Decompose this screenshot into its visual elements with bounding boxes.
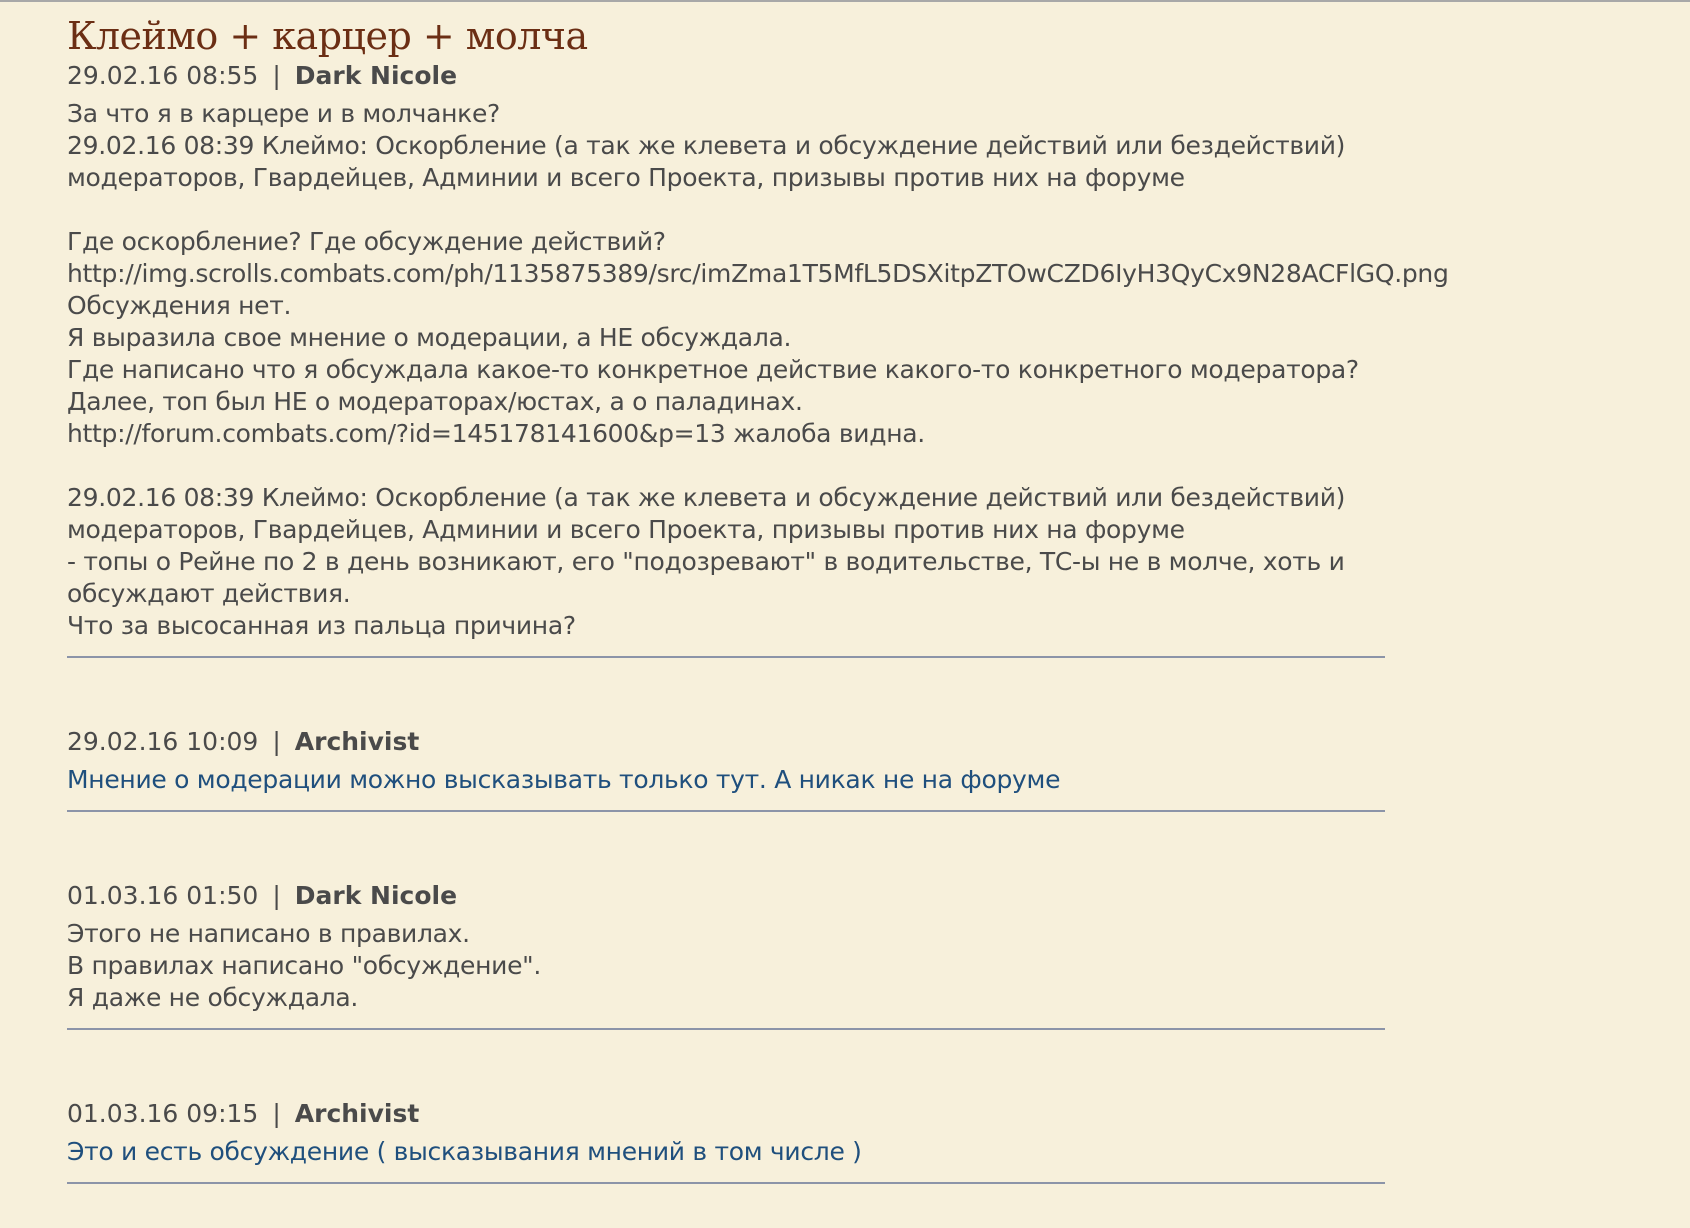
post-date: 29.02.16 08:55 [67,61,259,90]
post [67,1098,1385,1184]
thread-title: Клеймо + карцер + молча [67,14,588,58]
post-author[interactable]: Archivist [294,727,420,756]
post-date: 29.02.16 10:09 [67,727,259,756]
post [67,880,1385,1030]
post-body: За что я в карцере и в молчанке? 29.02.16 08:39 Клеймо: Оскорбление (а так же клевета и обсуждение действий или бездействий) модераторов, Гвардейцев, Админии и всего Проекта, призывы против них на форуме Где оскорбление? Где обсуждение действий? http://img.scrolls.combats.com/ph/1135875389/src/imZma1T5MfL5DSXitpZTOwCZD6IyH3QyCx9N28ACFlGQ.png Обсуждения нет. Я выразила свое мнение о модерации, а НЕ обсуждала. Где написано что я обсуждала какое-то конкретное действие какого-то конкретного модератора? Далее, топ был НЕ о модераторах/юстах, а о паладинах. http://forum.combats.com/?id=145178141600&p=13 жалоба видна. 29.02.16 08:39 Клеймо: Оскорбление (а так же клевета и обсуждение действий или бездействий) модераторов, Гвардейцев, Админии и всего Проекта, призывы против них на форуме - топы о Рейне по 2 в день возникают, его "подозревают" в водительстве, ТС-ы не в молче, хоть и обсуждают действия. Что за высосанная из пальца причина? [67,99,1449,640]
post-spacer [67,812,1385,880]
post-date: 01.03.16 01:50 [67,881,259,910]
thread-container [67,12,1449,1184]
post-meta [67,1098,1385,1130]
post-author[interactable]: Dark Nicole [294,881,458,910]
post [67,726,1385,812]
post-author[interactable]: Dark Nicole [294,61,458,90]
post-body-moderator: Это и есть обсуждение ( высказывания мнений в том числе ) [67,1137,862,1166]
post-spacer [67,1030,1385,1098]
post-meta [67,880,1385,912]
meta-separator: | [272,1099,281,1128]
post-spacer [67,658,1385,726]
post-date: 01.03.16 09:15 [67,1099,259,1128]
window-top-border [0,0,1690,2]
post-body: Этого не написано в правилах. В правилах написано "обсуждение". Я даже не обсуждала. [67,919,542,1012]
post-meta [67,60,1385,92]
meta-separator: | [272,881,281,910]
post [67,60,1449,658]
post-body-moderator: Мнение о модерации можно высказывать только тут. А никак не на форуме [67,765,1061,794]
post-author[interactable]: Archivist [294,1099,420,1128]
post-meta [67,726,1385,758]
meta-separator: | [272,61,281,90]
meta-separator: | [272,727,281,756]
